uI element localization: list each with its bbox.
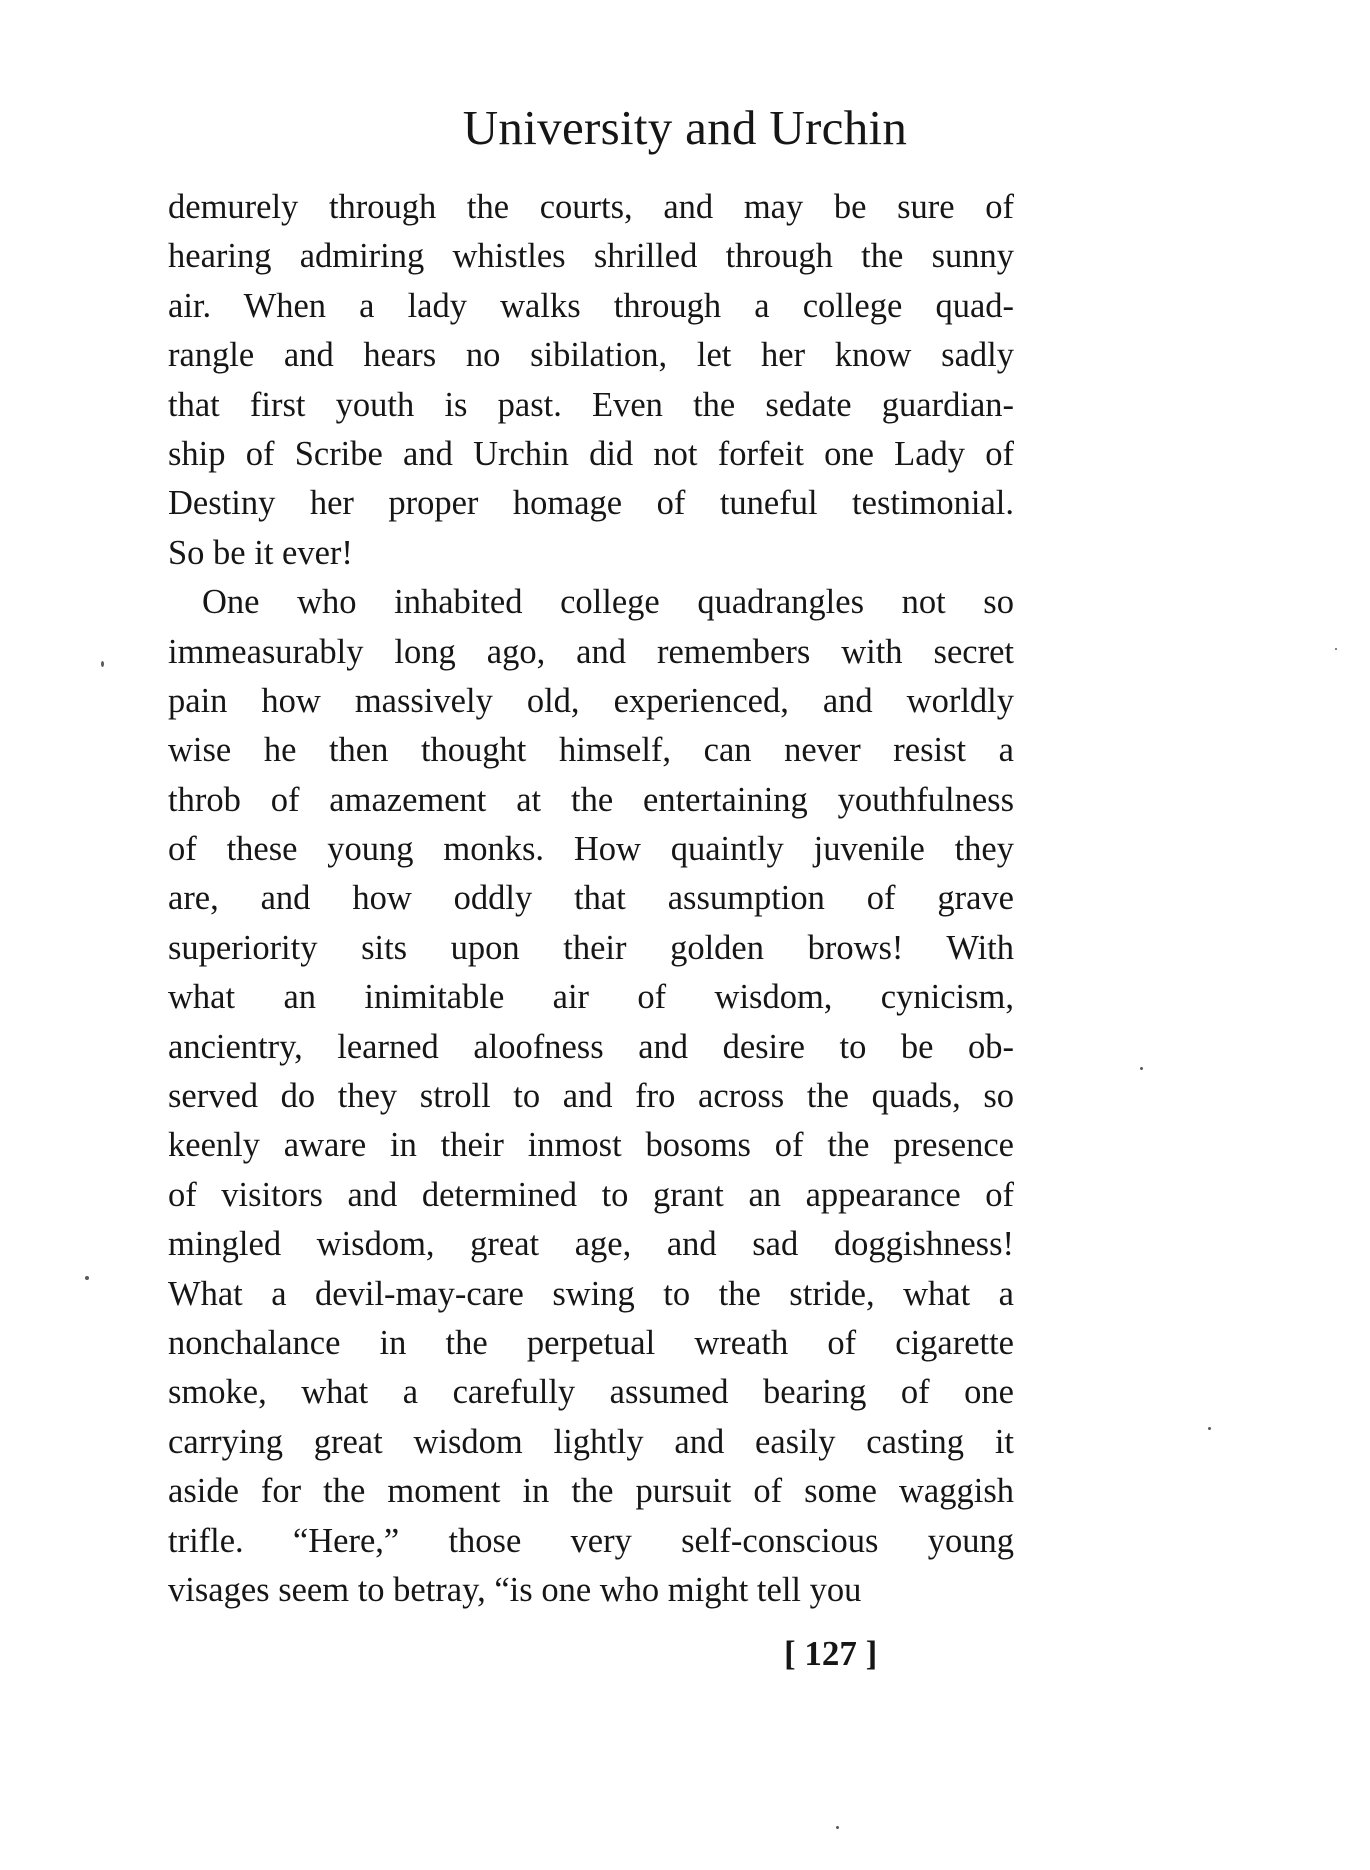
text-line: Destiny her proper homage of tuneful testimonial. xyxy=(168,484,1014,523)
scan-speck xyxy=(1208,1427,1211,1430)
text-line: are, and how oddly that assumption of grave xyxy=(168,879,1014,918)
scan-speck xyxy=(1335,648,1337,650)
page-number: [ 127 ] xyxy=(784,1634,878,1673)
text-line: that first youth is past. Even the sedate guardian- xyxy=(168,385,1014,424)
text-line: One who inhabited college quadrangles not so xyxy=(202,583,1014,622)
text-line: throb of amazement at the entertaining youthfulness xyxy=(168,780,1014,819)
text-line: pain how massively old, experienced, and worldly xyxy=(168,681,1014,720)
text-line: aside for the moment in the pursuit of some waggish xyxy=(168,1472,1014,1511)
text-line: smoke, what a carefully assumed bearing of one xyxy=(168,1373,1014,1412)
text-line: of visitors and determined to grant an appearance of xyxy=(168,1175,1014,1214)
text-line: of these young monks. How quaintly juvenile they xyxy=(168,830,1014,869)
scan-speck xyxy=(836,1826,839,1829)
text-line: hearing admiring whistles shrilled through the sunny xyxy=(168,237,1014,276)
text-line: demurely through the courts, and may be sure of xyxy=(168,188,1014,226)
scan-speck xyxy=(1140,1067,1143,1070)
text-line: keenly aware in their inmost bosoms of the presence xyxy=(168,1126,1014,1165)
scan-speck xyxy=(101,661,104,667)
text-line: visages seem to betray, “is one who might tell you xyxy=(168,1570,862,1609)
body-text xyxy=(168,183,1014,1615)
text-line: ancientry, learned aloofness and desire to be ob- xyxy=(168,1027,1014,1066)
text-line: what an inimitable air of wisdom, cynicism, xyxy=(168,978,1014,1017)
text-line: So be it ever! xyxy=(168,533,353,572)
text-line: superiority sits upon their golden brows! With xyxy=(168,928,1014,967)
text-line: nonchalance in the perpetual wreath of cigarette xyxy=(168,1323,1014,1362)
text-line: immeasurably long ago, and remembers with secret xyxy=(168,632,1014,671)
text-line: mingled wisdom, great age, and sad doggishness! xyxy=(168,1225,1014,1264)
text-line: carrying great wisdom lightly and easily casting it xyxy=(168,1422,1014,1461)
running-head: University and Urchin xyxy=(462,100,908,155)
text-line: rangle and hears no sibilation, let her know sadly xyxy=(168,336,1014,375)
text-line: air. When a lady walks through a college quad- xyxy=(168,286,1014,325)
scan-speck xyxy=(85,1276,89,1280)
text-line: What a devil-may-care swing to the stride, what a xyxy=(168,1274,1014,1313)
text-line: ship of Scribe and Urchin did not forfeit one Lady of xyxy=(168,434,1014,473)
text-line: trifle. “Here,” those very self-conscious young xyxy=(168,1521,1014,1560)
text-line: wise he then thought himself, can never resist a xyxy=(168,731,1014,770)
text-line: served do they stroll to and fro across the quads, so xyxy=(168,1077,1014,1116)
